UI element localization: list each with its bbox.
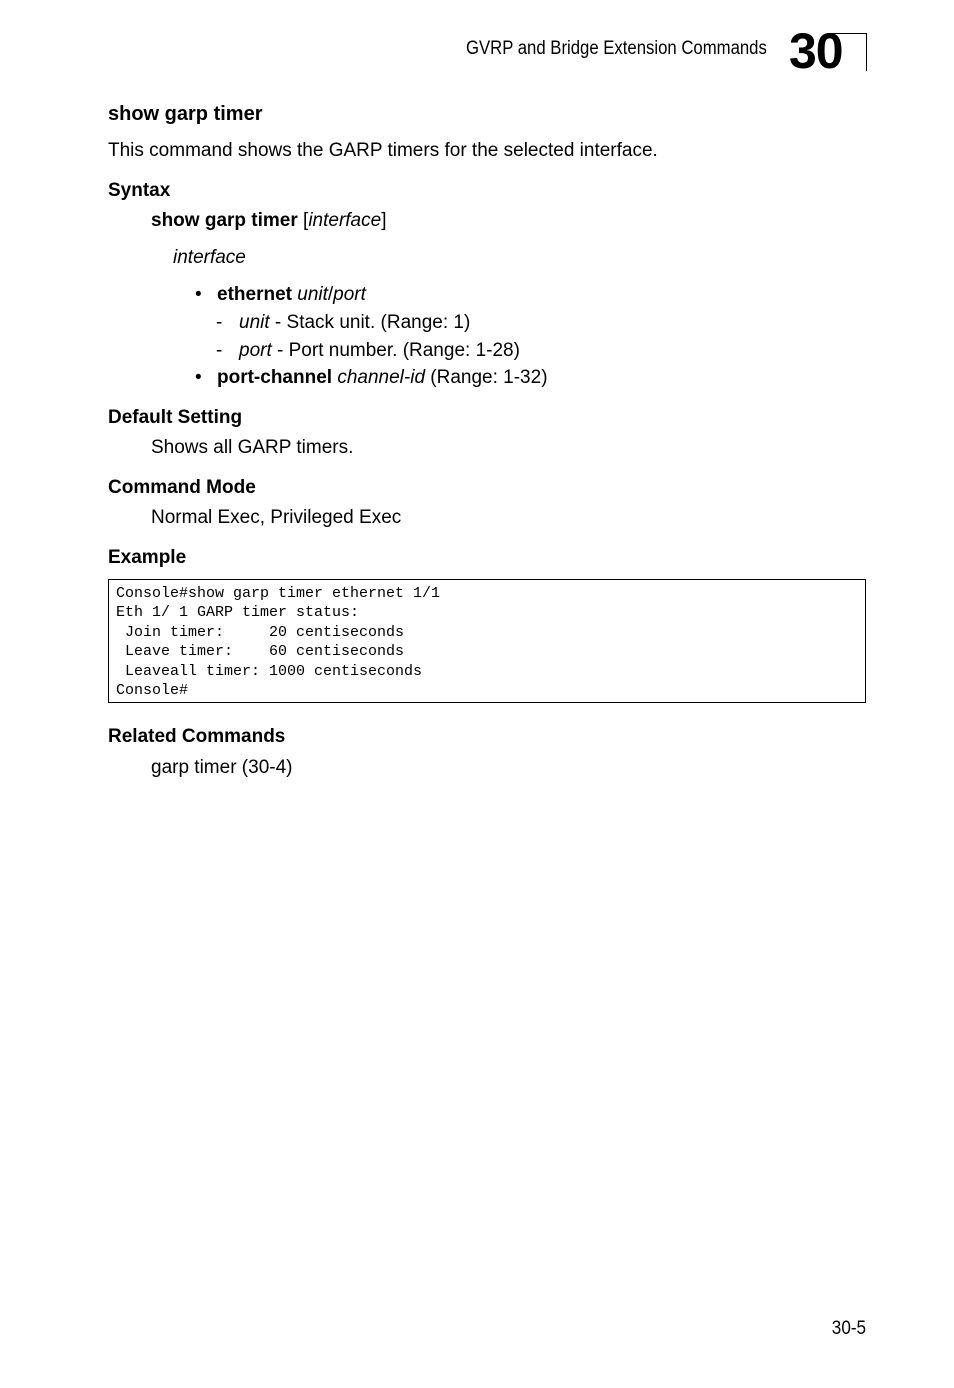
param-label: interface — [173, 247, 246, 268]
code-line: Console# — [116, 681, 189, 699]
bullet-marker: • — [195, 284, 202, 305]
command-mode-heading: Command Mode — [108, 477, 256, 498]
syntax-command: show garp timer — [151, 210, 298, 231]
chapter-number: 30 — [789, 23, 843, 79]
sub-item-unit — [239, 312, 470, 334]
example-code-box — [108, 579, 866, 703]
default-setting-heading: Default Setting — [108, 407, 243, 428]
arg-channel-id: channel-id — [337, 367, 426, 388]
bullet-marker: • — [195, 367, 202, 388]
syntax-bracket-close: ] — [381, 210, 387, 231]
syntax-line — [151, 210, 386, 232]
keyword-port-channel: port-channel — [217, 367, 333, 388]
code-line: Leave timer: 60 centiseconds — [116, 643, 405, 661]
syntax-heading: Syntax — [108, 180, 171, 201]
keyword-ethernet: ethernet — [217, 284, 292, 305]
range-text: (Range: 1-32) — [425, 367, 548, 388]
running-header-title: GVRP and Bridge Extension Commands — [466, 38, 767, 59]
code-line: Leaveall timer: 1000 centiseconds — [116, 662, 423, 680]
sub-item-term: unit — [239, 312, 270, 333]
syntax-param: interface — [308, 210, 382, 231]
bullet-ethernet-text — [217, 284, 366, 306]
bullet-port-channel-text — [217, 367, 548, 389]
command-mode-text: Normal Exec, Privileged Exec — [151, 507, 402, 528]
bullet-port-channel — [195, 367, 202, 389]
related-commands-heading: Related Commands — [108, 726, 286, 747]
sub-item-dash: - — [216, 340, 223, 361]
sub-item-dash: - — [216, 312, 223, 333]
syntax-bracket-open: [ — [297, 210, 309, 231]
arg-unit: unit — [297, 284, 328, 305]
code-line: Console#show garp timer ethernet 1/1 — [116, 585, 441, 602]
page-number: 30-5 — [831, 1318, 866, 1339]
default-setting-text: Shows all GARP timers. — [151, 437, 354, 458]
command-title: show garp timer — [108, 103, 263, 125]
sub-item-desc: - Port number. (Range: 1-28) — [271, 340, 520, 361]
code-line: Join timer: 20 centiseconds — [116, 623, 405, 641]
related-command-link[interactable]: garp timer (30-4) — [151, 757, 293, 778]
sub-item-port — [239, 340, 520, 362]
example-heading: Example — [108, 547, 187, 568]
chapter-tab-side-rule — [866, 33, 867, 71]
bullet-ethernet — [195, 284, 202, 306]
code-line: Eth 1/ 1 GARP timer status: — [116, 604, 360, 622]
sub-item-term: port — [239, 340, 272, 361]
arg-slash: / — [327, 284, 334, 305]
sub-item-desc: - Stack unit. (Range: 1) — [269, 312, 471, 333]
command-description: This command shows the GARP timers for the selected interface. — [108, 140, 658, 161]
arg-port: port — [333, 284, 366, 305]
